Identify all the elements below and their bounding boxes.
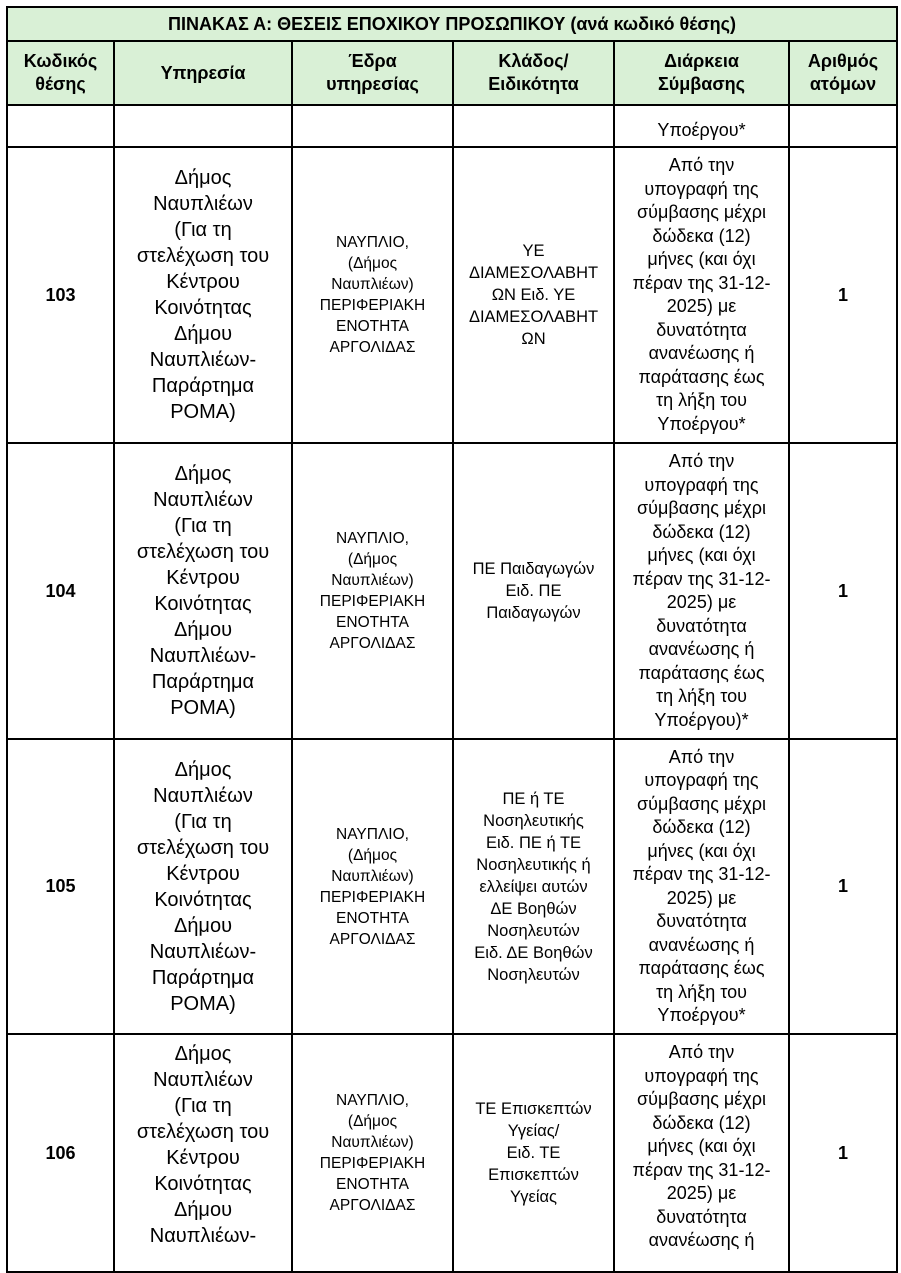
table-row [7, 443, 897, 739]
service-cell: Δήμος Ναυπλιέων (Για τη στελέχωση του Κέντρου Κοινότητας Δήμου Ναυπλιέων- Παράρτημα ΡΟΜΑ) [114, 443, 292, 739]
cont-duration-cell: Υποέργου* [614, 105, 789, 147]
seat-cell: ΝΑΥΠΛΙΟ, (Δήμος Ναυπλιέων) ΠΕΡΙΦΕΡΙΑΚΗ ΕΝΟΤΗΤΑ ΑΡΓΟΛΙΔΑΣ [292, 443, 453, 739]
table-title: ΠΙΝΑΚΑΣ Α: ΘΕΣΕΙΣ ΕΠΟΧΙΚΟΥ ΠΡΟΣΩΠΙΚΟΥ (ανά κωδικό θέσης) [7, 7, 897, 41]
header-specialty: Κλάδος/ Ειδικότητα [453, 41, 614, 105]
seat-cell: ΝΑΥΠΛΙΟ, (Δήμος Ναυπλιέων) ΠΕΡΙΦΕΡΙΑΚΗ ΕΝΟΤΗΤΑ ΑΡΓΟΛΙΔΑΣ [292, 1034, 453, 1272]
duration-cell: Από την υπογραφή της σύμβασης μέχρι δώδεκα (12) μήνες (και όχι πέραν της 31-12- 2025) με δυνατότητα ανανέωσης ή παράτασης έως τη λήξη του Υποέργου)* [614, 443, 789, 739]
table-row [7, 1034, 897, 1272]
specialty-cell: ΤΕ Επισκεπτών Υγείας/ Ειδ. ΤΕ Επισκεπτών Υγείας [453, 1034, 614, 1272]
specialty-cell: ΠΕ Παιδαγωγών Ειδ. ΠΕ Παιδαγωγών [453, 443, 614, 739]
service-cell: Δήμος Ναυπλιέων (Για τη στελέχωση του Κέντρου Κοινότητας Δήμου Ναυπλιέων- Παράρτημα ΡΟΜΑ) [114, 739, 292, 1034]
cont-code-cell [7, 105, 114, 147]
seat-cell: ΝΑΥΠΛΙΟ, (Δήμος Ναυπλιέων) ΠΕΡΙΦΕΡΙΑΚΗ ΕΝΟΤΗΤΑ ΑΡΓΟΛΙΔΑΣ [292, 147, 453, 443]
cont-count-cell [789, 105, 897, 147]
cont-seat-cell [292, 105, 453, 147]
count-cell: 1 [789, 1034, 897, 1272]
specialty-cell: ΠΕ ή ΤΕ Νοσηλευτικής Ειδ. ΠΕ ή ΤΕ Νοσηλευτικής ή ελλείψει αυτών ΔΕ Βοηθών Νοσηλευτών Ειδ. ΔΕ Βοηθών Νοσηλευτών [453, 739, 614, 1034]
service-cell: Δήμος Ναυπλιέων (Για τη στελέχωση του Κέντρου Κοινότητας Δήμου Ναυπλιέων- [114, 1034, 292, 1272]
count-cell: 1 [789, 147, 897, 443]
count-cell: 1 [789, 443, 897, 739]
table-row [7, 739, 897, 1034]
duration-cell: Από την υπογραφή της σύμβασης μέχρι δώδεκα (12) μήνες (και όχι πέραν της 31-12- 2025) με δυνατότητα ανανέωσης ή [614, 1034, 789, 1272]
position-code: 104 [7, 443, 114, 739]
table-row [7, 147, 897, 443]
table-header-row [7, 41, 897, 105]
header-seat: Έδρα υπηρεσίας [292, 41, 453, 105]
duration-cell: Από την υπογραφή της σύμβασης μέχρι δώδεκα (12) μήνες (και όχι πέραν της 31-12- 2025) με δυνατότητα ανανέωσης ή παράτασης έως τη λήξη του Υποέργου* [614, 147, 789, 443]
count-cell: 1 [789, 739, 897, 1034]
continuation-row [7, 105, 897, 147]
table-title-row [7, 7, 897, 41]
cont-specialty-cell [453, 105, 614, 147]
header-duration: Διάρκεια Σύμβασης [614, 41, 789, 105]
header-service: Υπηρεσία [114, 41, 292, 105]
cont-service-cell [114, 105, 292, 147]
header-count: Αριθμός ατόμων [789, 41, 897, 105]
specialty-cell: ΥΕ ΔΙΑΜΕΣΟΛΑΒΗΤ ΩΝ Ειδ. ΥΕ ΔΙΑΜΕΣΟΛΑΒΗΤ ΩΝ [453, 147, 614, 443]
duration-cell: Από την υπογραφή της σύμβασης μέχρι δώδεκα (12) μήνες (και όχι πέραν της 31-12- 2025) με δυνατότητα ανανέωσης ή παράτασης έως τη λήξη του Υποέργου* [614, 739, 789, 1034]
position-code: 105 [7, 739, 114, 1034]
seat-cell: ΝΑΥΠΛΙΟ, (Δήμος Ναυπλιέων) ΠΕΡΙΦΕΡΙΑΚΗ ΕΝΟΤΗΤΑ ΑΡΓΟΛΙΔΑΣ [292, 739, 453, 1034]
header-code: Κωδικός θέσης [7, 41, 114, 105]
positions-table [6, 6, 898, 1273]
position-code: 106 [7, 1034, 114, 1272]
position-code: 103 [7, 147, 114, 443]
service-cell: Δήμος Ναυπλιέων (Για τη στελέχωση του Κέντρου Κοινότητας Δήμου Ναυπλιέων- Παράρτημα ΡΟΜΑ) [114, 147, 292, 443]
